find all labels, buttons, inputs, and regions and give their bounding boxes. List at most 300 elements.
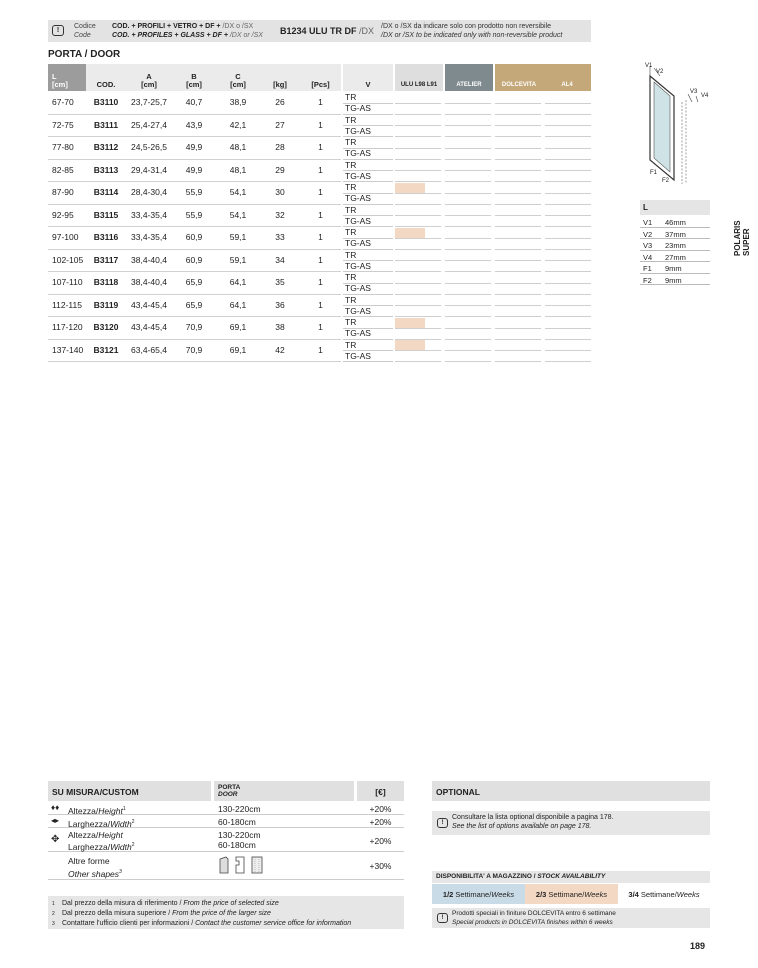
cell-b: 55,9 [185,209,203,220]
finish-divider [545,193,591,194]
cell-b: 43,9 [185,119,203,130]
finish-divider [445,103,491,104]
code-note-it: /DX o /SX da indicare solo con prodotto non reversibile [381,23,552,30]
th-v: V [343,64,393,91]
cell-cod: B3111 [93,119,119,130]
finish-divider [495,305,541,306]
footnotes [48,896,404,929]
table-row [48,205,341,228]
resize-arrows-icon: ✥ [51,834,60,845]
finish-divider [395,159,441,160]
finish-divider [495,350,541,351]
cell-l: 137-140 [52,344,84,355]
finish-divider [445,204,491,205]
finish-divider [545,136,591,137]
v-cell [343,160,393,183]
finish-divider [495,328,541,329]
diag-label-v3: V3 [690,89,698,95]
cell-kg: 42 [275,344,285,355]
table-row [48,272,341,295]
code-note-en: /DX or /SX to be indicated only with non-reversible product [381,32,563,39]
v-cell [343,340,393,363]
finish-divider [545,260,591,261]
finish-divider [445,328,491,329]
finish-divider [545,103,591,104]
table-row [48,227,341,250]
cell-l: 117-120 [52,322,83,332]
finish-divider [445,148,491,149]
cell-a: 28,4-30,4 [131,187,167,197]
v-cell [343,250,393,273]
finish-divider [445,339,491,340]
code-label-en: Code [74,32,91,39]
th-c: C [cm] [216,64,260,91]
cell-l: 72-75 [52,119,74,130]
v-tr: TR [345,339,357,350]
finish-divider [395,136,441,137]
finish-divider [495,148,541,149]
cell-kg: 26 [275,97,285,107]
finish-divider [495,249,541,250]
finish-divider [395,260,441,261]
v-cell [343,182,393,205]
cell-kg: 29 [275,164,285,175]
cell-b: 40,7 [185,97,203,107]
v-tr: TR [345,114,357,125]
v-tg: TG-AS [345,148,371,158]
cell-cod: B3120 [93,322,119,332]
dim-row [640,216,710,228]
th-atelier: ATELIER [445,64,493,91]
cell-a: 38,4-40,4 [131,254,167,265]
finish-divider [545,148,591,149]
cell-pcs: 1 [318,344,323,355]
v-tg: TG-AS [345,215,371,226]
th-l: L [cm] [48,64,86,91]
v-tr: TR [345,272,357,282]
table-row [48,340,341,363]
finish-divider [495,181,541,182]
finish-divider [445,226,491,227]
dim-value: 27mm [665,252,686,262]
cell-kg: 27 [275,119,285,130]
availability-swatch [395,183,425,193]
finish-divider [545,125,591,126]
finish-divider [445,125,491,126]
v-cell [343,205,393,228]
dim-row [640,262,710,274]
availability-cell-3: 3/4 Settimane/Weeks [618,884,710,904]
th-dolcevita: DOLCEVITA [495,64,543,91]
cell-pcs: 1 [318,232,323,242]
v-tr: TR [345,137,357,147]
v-tr: TR [345,294,357,305]
v-tr: TR [345,317,357,327]
code-sample: B1234 ULU TR DF /DX [280,26,375,36]
dim-row [640,239,710,251]
cell-a: 43,4-45,4 [131,322,167,332]
finish-divider [445,271,491,272]
cell-kg: 30 [275,187,285,197]
dim-value: 46mm [665,218,686,227]
cell-pcs: 1 [318,119,323,130]
finish-divider [395,271,441,272]
table-row [48,137,341,160]
width-arrows-icon: ◂▸ [51,816,60,825]
dim-key: F2 [643,275,652,285]
custom-row-width: ◂▸ Larghezza/Width$^2$ 60-180cm +20% [48,815,404,828]
cell-b: 55,9 [185,187,203,197]
row-divider [343,148,393,149]
cell-kg: 33 [275,232,285,242]
finish-divider [395,294,441,295]
dim-value: 9mm [665,264,682,273]
row-divider [343,260,393,261]
availability-swatch [395,228,425,238]
cell-c: 48,1 [229,142,247,152]
footnote-3: 3 Contattare l'ufficio clienti per informazioni / Contact the customer service office for information [52,920,352,927]
cell-b: 65,9 [185,299,203,310]
cell-c: 64,1 [229,299,247,310]
finish-divider [495,114,541,115]
finish-divider [545,305,591,306]
finish-divider [545,294,591,295]
v-cell [343,317,393,340]
cell-c: 64,1 [229,277,247,287]
th-a: A [cm] [126,64,172,91]
cell-pcs: 1 [318,322,323,332]
cell-c: 59,1 [229,254,247,265]
cell-l: 92-95 [52,209,74,220]
finish-divider [545,204,591,205]
availability-swatch [395,318,425,328]
cell-pcs: 1 [318,142,323,152]
cell-a: 33,4-35,4 [131,209,167,220]
cell-l: 77-80 [52,142,74,152]
cell-cod: B3119 [93,299,119,310]
finish-divider [445,316,491,317]
page-number: 189 [690,941,706,951]
door-diagram [636,62,716,192]
cell-cod: B3114 [93,187,119,197]
finish-divider [445,305,491,306]
finish-divider [545,283,591,284]
cell-a: 63,4-65,4 [131,344,167,355]
custom-row-combo: ✥ Altezza/Height Larghezza/Width$^2$ 130-220cm 60-180cm +20% [48,828,404,852]
th-pcs: [Pcs] [300,64,341,91]
v-cell [343,272,393,295]
availability-cell-2: 2/3 Settimane/Weeks [525,884,618,904]
code-bar [48,20,591,42]
finish-divider [545,159,591,160]
finish-divider [545,226,591,227]
cell-b: 70,9 [185,344,203,355]
table-row [48,160,341,183]
finish-divider [445,361,491,362]
v-cell [343,115,393,138]
row-divider [343,328,393,329]
finish-divider [445,193,491,194]
diag-label-f2: F2 [662,178,670,184]
code-desc-en: COD. + PROFILES + GLASS + DF + /DX or /SX [112,32,263,39]
code-desc-it: COD. + PROFILI + VETRO + DF + /DX o /SX [112,23,254,30]
finish-divider [545,316,591,317]
table-row [48,182,341,205]
footnote-1: 1 Dal prezzo della misura di riferimento / From the price of selected size [52,900,279,907]
info-icon: ! [437,913,448,923]
dim-row [640,251,710,263]
finish-divider [545,328,591,329]
th-b: B [cm] [172,64,216,91]
cell-cod: B3110 [93,97,119,107]
row-divider [343,193,393,194]
finish-divider [395,204,441,205]
v-tg: TG-AS [345,170,371,181]
finish-divider [495,125,541,126]
finish-divider [445,159,491,160]
cell-b: 60,9 [185,232,203,242]
cell-l: 67-70 [52,97,74,107]
cell-b: 49,9 [185,164,203,175]
table-row [48,92,341,115]
v-cell [343,295,393,318]
cell-c: 69,1 [229,344,247,355]
finish-divider [495,271,541,272]
dim-row [640,228,710,240]
info-icon: ! [437,818,448,828]
v-tr: TR [345,204,357,215]
cell-l: 87-90 [52,187,74,197]
finish-divider [395,283,441,284]
cell-l: 82-85 [52,164,74,175]
info-icon: ! [52,25,64,36]
finish-divider [545,215,591,216]
cell-c: 42,1 [229,119,247,130]
cell-b: 65,9 [185,277,203,287]
finish-divider [395,170,441,171]
finish-divider [495,215,541,216]
row-divider [343,361,393,362]
row-divider [343,103,393,104]
porta-head: PORTA DOOR [214,781,354,801]
finish-divider [495,283,541,284]
finish-divider [545,238,591,239]
cell-a: 23,7-25,7 [131,97,167,107]
code-label-it: Codice [74,23,96,30]
th-kg: [kg] [260,64,300,91]
finish-divider [395,148,441,149]
finish-divider [545,114,591,115]
cell-pcs: 1 [318,97,323,107]
side-title-line1: POLARIS [733,220,742,256]
cell-kg: 32 [275,209,285,220]
height-arrows-icon: ♦♦ [51,803,60,812]
finish-divider [395,215,441,216]
dim-value: 9mm [665,275,682,285]
finish-divider [395,305,441,306]
finish-divider [445,294,491,295]
row-divider [343,125,393,126]
finish-divider [445,260,491,261]
cell-c: 59,1 [229,232,247,242]
cell-b: 70,9 [185,322,203,332]
table-row [48,115,341,138]
finish-divider [545,249,591,250]
diag-label-f1: F1 [650,170,658,176]
v-cell [343,227,393,250]
table-row [48,295,341,318]
finish-divider [445,114,491,115]
cell-a: 24,5-26,5 [131,142,167,152]
section-title: PORTA / DOOR [48,49,121,60]
finish-divider [395,328,441,329]
cell-pcs: 1 [318,209,323,220]
v-tg: TG-AS [345,283,371,293]
th-ulu: ULU L98 L91 [395,64,443,91]
dim-key: V1 [643,218,653,227]
finish-divider [395,114,441,115]
finish-divider [545,170,591,171]
dim-value: 23mm [665,241,686,250]
cell-pcs: 1 [318,164,323,175]
cell-c: 54,1 [229,187,247,197]
cell-l: 112-115 [52,299,82,310]
finish-divider [395,193,441,194]
cell-a: 25,4-27,4 [131,119,167,130]
v-tg: TG-AS [345,193,371,203]
cell-c: 69,1 [229,322,247,332]
row-divider [343,238,393,239]
cell-pcs: 1 [318,299,323,310]
special-box: ! Prodotti speciali in finiture DOLCEVITA entro 6 settimane Special products in DOLCEVITA finishes within 6 weeks [432,908,710,928]
finish-divider [445,215,491,216]
v-cell [343,92,393,115]
diag-label-v4: V4 [701,93,709,99]
finish-divider [495,238,541,239]
cell-kg: 38 [275,322,285,332]
finish-divider [395,238,441,239]
cell-c: 38,9 [229,97,247,107]
v-tg: TG-AS [345,350,371,361]
cell-kg: 35 [275,277,285,287]
eur-head: [€] [357,781,404,801]
cell-cod: B3118 [93,277,119,287]
cell-kg: 36 [275,299,285,310]
finish-divider [445,249,491,250]
cell-a: 29,4-31,4 [131,164,167,175]
row-divider [343,350,393,351]
finish-divider [495,226,541,227]
availability-cell-1: 1/2 Settimane/Weeks [432,884,525,904]
finish-divider [495,170,541,171]
cell-pcs: 1 [318,277,323,287]
table-row [48,250,341,273]
dim-table-head: L [640,200,710,215]
v-tg: TG-AS [345,238,371,248]
v-tg: TG-AS [345,305,371,316]
finish-divider [495,193,541,194]
cell-c: 48,1 [229,164,247,175]
shapes-icon [218,855,266,875]
dim-key: V4 [643,252,653,262]
finish-divider [545,361,591,362]
finish-divider [495,136,541,137]
diag-label-v1: V1 [645,63,653,69]
cell-cod: B3117 [93,254,119,265]
cell-pcs: 1 [318,187,323,197]
v-tr: TR [345,249,357,260]
finish-divider [495,204,541,205]
finish-divider [495,260,541,261]
dim-key: V3 [643,241,653,250]
row-divider [343,170,393,171]
cell-l: 107-110 [52,277,83,287]
finish-divider [395,350,441,351]
side-title [733,220,757,256]
finish-divider [445,170,491,171]
finish-divider [545,350,591,351]
cell-a: 38,4-40,4 [131,277,167,287]
finish-divider [545,271,591,272]
v-tg: TG-AS [345,103,371,113]
cell-cod: B3112 [93,142,119,152]
row-divider [343,283,393,284]
cell-kg: 28 [275,142,285,152]
finish-divider [445,238,491,239]
finish-divider [545,339,591,340]
side-title-line2: SUPER [742,228,751,256]
table-row [48,317,341,340]
finish-divider [445,181,491,182]
cell-b: 49,9 [185,142,203,152]
finish-divider [395,361,441,362]
cell-cod: B3121 [93,344,119,355]
row-divider [343,215,393,216]
th-al4: AL4 [543,64,591,91]
v-tg: TG-AS [345,260,371,271]
finish-divider [395,103,441,104]
v-tr: TR [345,159,357,170]
v-tg: TG-AS [345,328,371,338]
v-tr: TR [345,92,357,102]
finish-divider [445,136,491,137]
cell-a: 33,4-35,4 [131,232,167,242]
custom-row-shapes: Altre forme Other shapes$^3$ +30% [48,852,404,880]
finish-divider [445,283,491,284]
cell-cod: B3113 [93,164,119,175]
custom-head: SU MISURA/CUSTOM [48,781,211,801]
finish-divider [395,125,441,126]
finish-divider [495,316,541,317]
finish-divider [495,159,541,160]
cell-pcs: 1 [318,254,323,265]
diag-label-v2: V2 [656,69,664,75]
dim-value: 37mm [665,229,686,239]
finish-divider [495,103,541,104]
row-divider [343,305,393,306]
optional-head: OPTIONAL [432,781,710,801]
cell-cod: B3116 [93,232,119,242]
cell-cod: B3115 [93,209,119,220]
cell-c: 54,1 [229,209,247,220]
finish-divider [495,361,541,362]
cell-a: 43,4-45,4 [131,299,167,310]
cell-l: 102-105 [52,254,84,265]
v-tr: TR [345,227,357,237]
finish-divider [495,294,541,295]
dim-row [640,274,710,286]
cell-l: 97-100 [52,232,79,242]
